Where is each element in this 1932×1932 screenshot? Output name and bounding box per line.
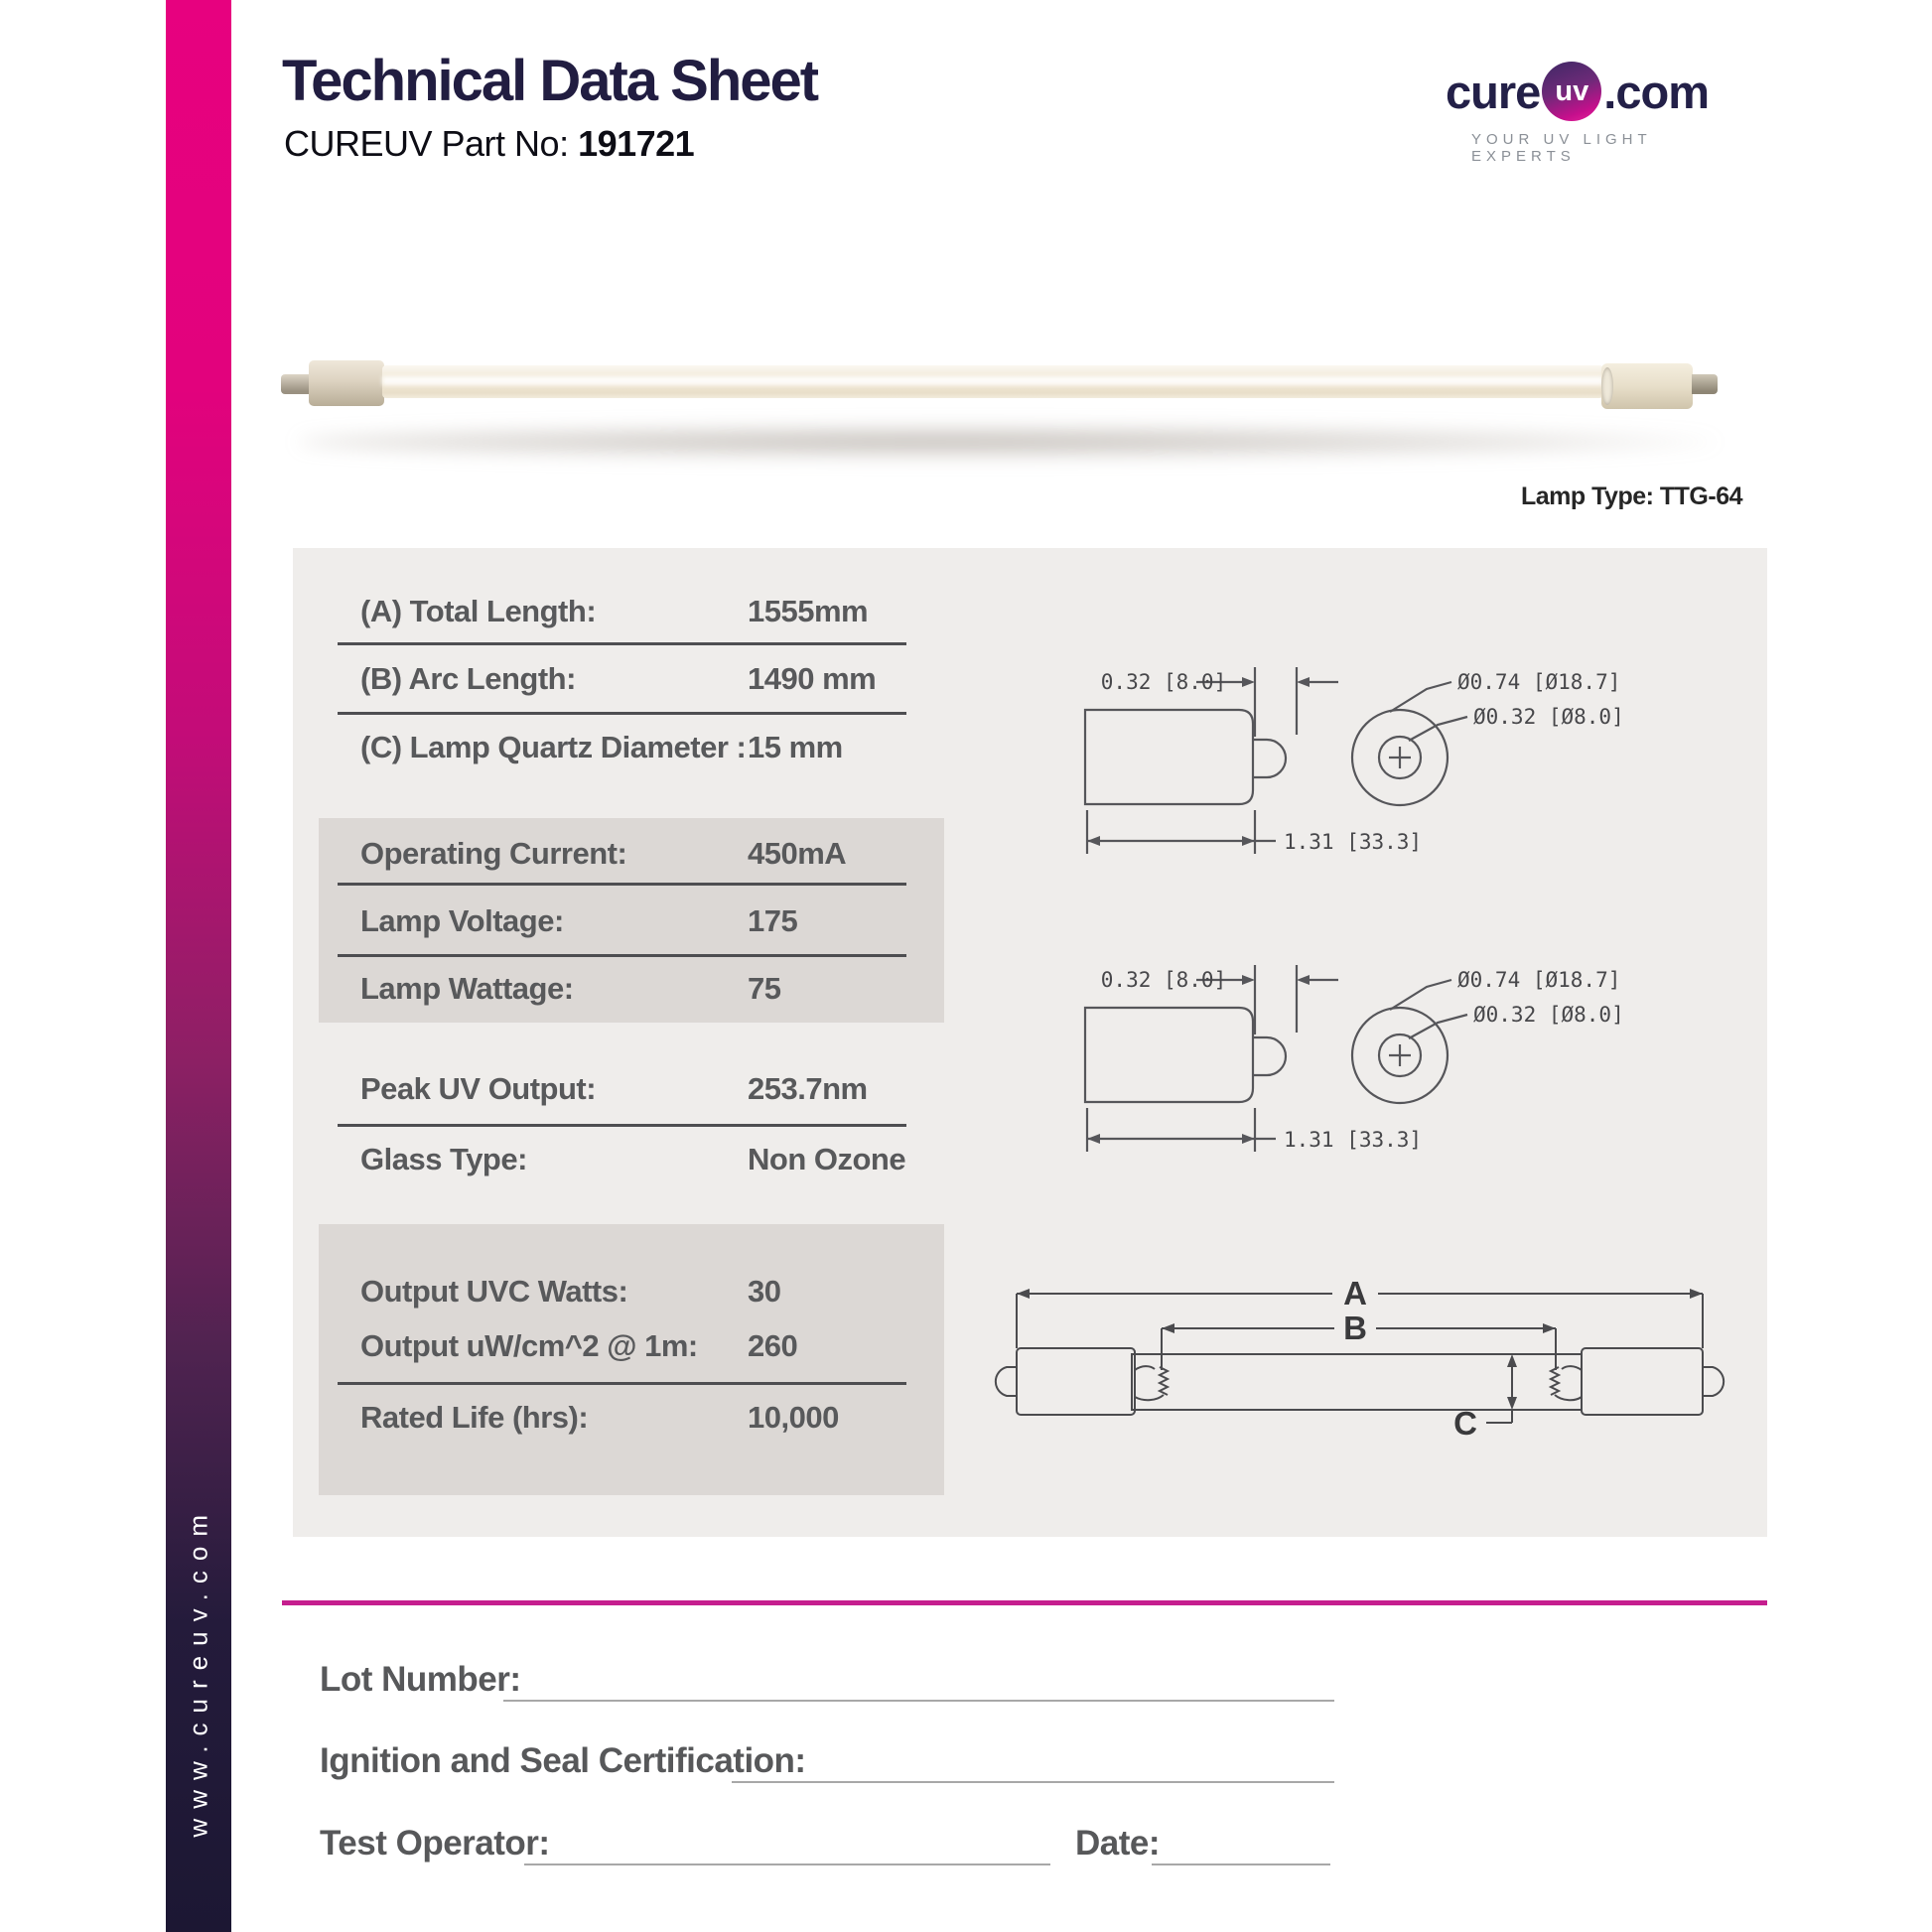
dim-pin-length: 0.32 [8.0] (1100, 670, 1227, 694)
certification-label: Ignition and Seal Certification: (320, 1741, 806, 1780)
spec-value: 1555mm (748, 594, 869, 628)
spec-value: 10,000 (748, 1400, 839, 1435)
part-number-label: CUREUV Part No: (284, 123, 579, 164)
table-row (338, 1140, 906, 1179)
dimension-arrows (1087, 975, 1310, 1144)
table-row (338, 592, 906, 631)
spec-value: 253.7nm (748, 1071, 868, 1106)
spec-value: 15 mm (748, 730, 843, 764)
spec-label: (B) Arc Length: (360, 661, 576, 696)
dim-outer-diameter: Ø0.74 [Ø18.7] (1457, 670, 1621, 694)
table-row (338, 901, 906, 941)
spec-label: Output UVC Watts: (360, 1274, 628, 1309)
endcap-detail-drawing-2 (1072, 953, 1688, 1181)
row-divider (338, 954, 906, 957)
date-field[interactable] (1152, 1863, 1330, 1865)
spec-value: Non Ozone (748, 1142, 906, 1176)
spec-value: 30 (748, 1274, 781, 1309)
logo-tagline: YOUR UV LIGHT EXPERTS (1471, 131, 1652, 165)
row-divider (338, 1382, 906, 1385)
spec-label: Glass Type: (360, 1142, 527, 1176)
spec-value: 75 (748, 971, 781, 1006)
row-divider (338, 883, 906, 886)
test-operator-field[interactable] (524, 1863, 1050, 1865)
spec-label: Output uW/cm^2 @ 1m: (360, 1328, 698, 1363)
row-divider (338, 642, 906, 645)
logo-word-com: .com (1603, 65, 1709, 118)
dim-outer-diameter: Ø0.74 [Ø18.7] (1457, 968, 1621, 992)
spec-label: Operating Current: (360, 836, 627, 871)
table-row (338, 969, 906, 1009)
part-number-line (284, 123, 694, 165)
lamp-shadow (298, 426, 1718, 458)
table-row (338, 1398, 906, 1438)
part-number-value: 191721 (578, 123, 695, 164)
spec-label: Rated Life (hrs): (360, 1400, 589, 1435)
row-divider (338, 1124, 906, 1127)
certification-field[interactable] (732, 1781, 1334, 1783)
spec-value: 175 (748, 903, 798, 938)
lamp-right-endcap-face (1601, 367, 1613, 405)
table-row (338, 1272, 906, 1311)
sidebar-website-url: www.cureuv.com (183, 1505, 213, 1838)
page-title: Technical Data Sheet (282, 49, 818, 113)
uv-circle-icon (1542, 62, 1601, 121)
dim-letter-b: B (1343, 1310, 1367, 1346)
logo-word-cure: cure (1446, 65, 1541, 118)
spec-value: 450mA (748, 836, 847, 871)
footer-accent-rule (282, 1600, 1767, 1605)
lamp-type-label: Lamp Type: TTG-64 (1521, 483, 1743, 510)
lamp-product-photo (278, 352, 1747, 482)
endcap-outline (1085, 667, 1467, 854)
lamp-left-endcap (309, 360, 384, 406)
spec-label: Lamp Voltage: (360, 903, 564, 938)
logo-wordmark (1446, 62, 1733, 121)
lamp-tube-highlight (382, 376, 1603, 385)
lamp-right-endcap (1601, 363, 1693, 409)
dim-cap-length: 1.31 [33.3] (1284, 1128, 1423, 1152)
table-row (338, 1326, 906, 1366)
lot-number-field[interactable] (503, 1700, 1334, 1702)
table-row (338, 728, 906, 767)
dim-cap-length: 1.31 [33.3] (1284, 830, 1423, 854)
dim-letter-a: A (1343, 1276, 1367, 1311)
cureuv-logo (1446, 62, 1733, 165)
lamp-right-pin (1692, 374, 1718, 394)
logo-circle-text: uv (1555, 74, 1589, 107)
spec-label: (A) Total Length: (360, 594, 597, 628)
spec-label: (C) Lamp Quartz Diameter : (360, 730, 747, 764)
endcap-detail-drawing-1 (1072, 655, 1688, 884)
dim-letter-c: C (1453, 1405, 1477, 1442)
spec-value: 1490 mm (748, 661, 877, 696)
row-divider (338, 712, 906, 715)
brand-gradient-bar (166, 0, 231, 1932)
lot-number-label: Lot Number: (320, 1660, 521, 1699)
date-label: Date: (1075, 1824, 1161, 1863)
dim-inner-diameter: Ø0.32 [Ø8.0] (1473, 705, 1624, 729)
table-row (338, 1069, 906, 1109)
spec-label: Lamp Wattage: (360, 971, 574, 1006)
table-row (338, 834, 906, 874)
table-row (338, 659, 906, 699)
test-operator-label: Test Operator: (320, 1824, 550, 1863)
dim-inner-diameter: Ø0.32 [Ø8.0] (1473, 1003, 1624, 1027)
endcap-outline (1085, 965, 1467, 1152)
dim-pin-length: 0.32 [8.0] (1100, 968, 1227, 992)
dimension-arrows (1087, 677, 1310, 846)
spec-label: Peak UV Output: (360, 1071, 597, 1106)
lamp-dimension-diagram (983, 1276, 1737, 1454)
spec-value: 260 (748, 1328, 798, 1363)
